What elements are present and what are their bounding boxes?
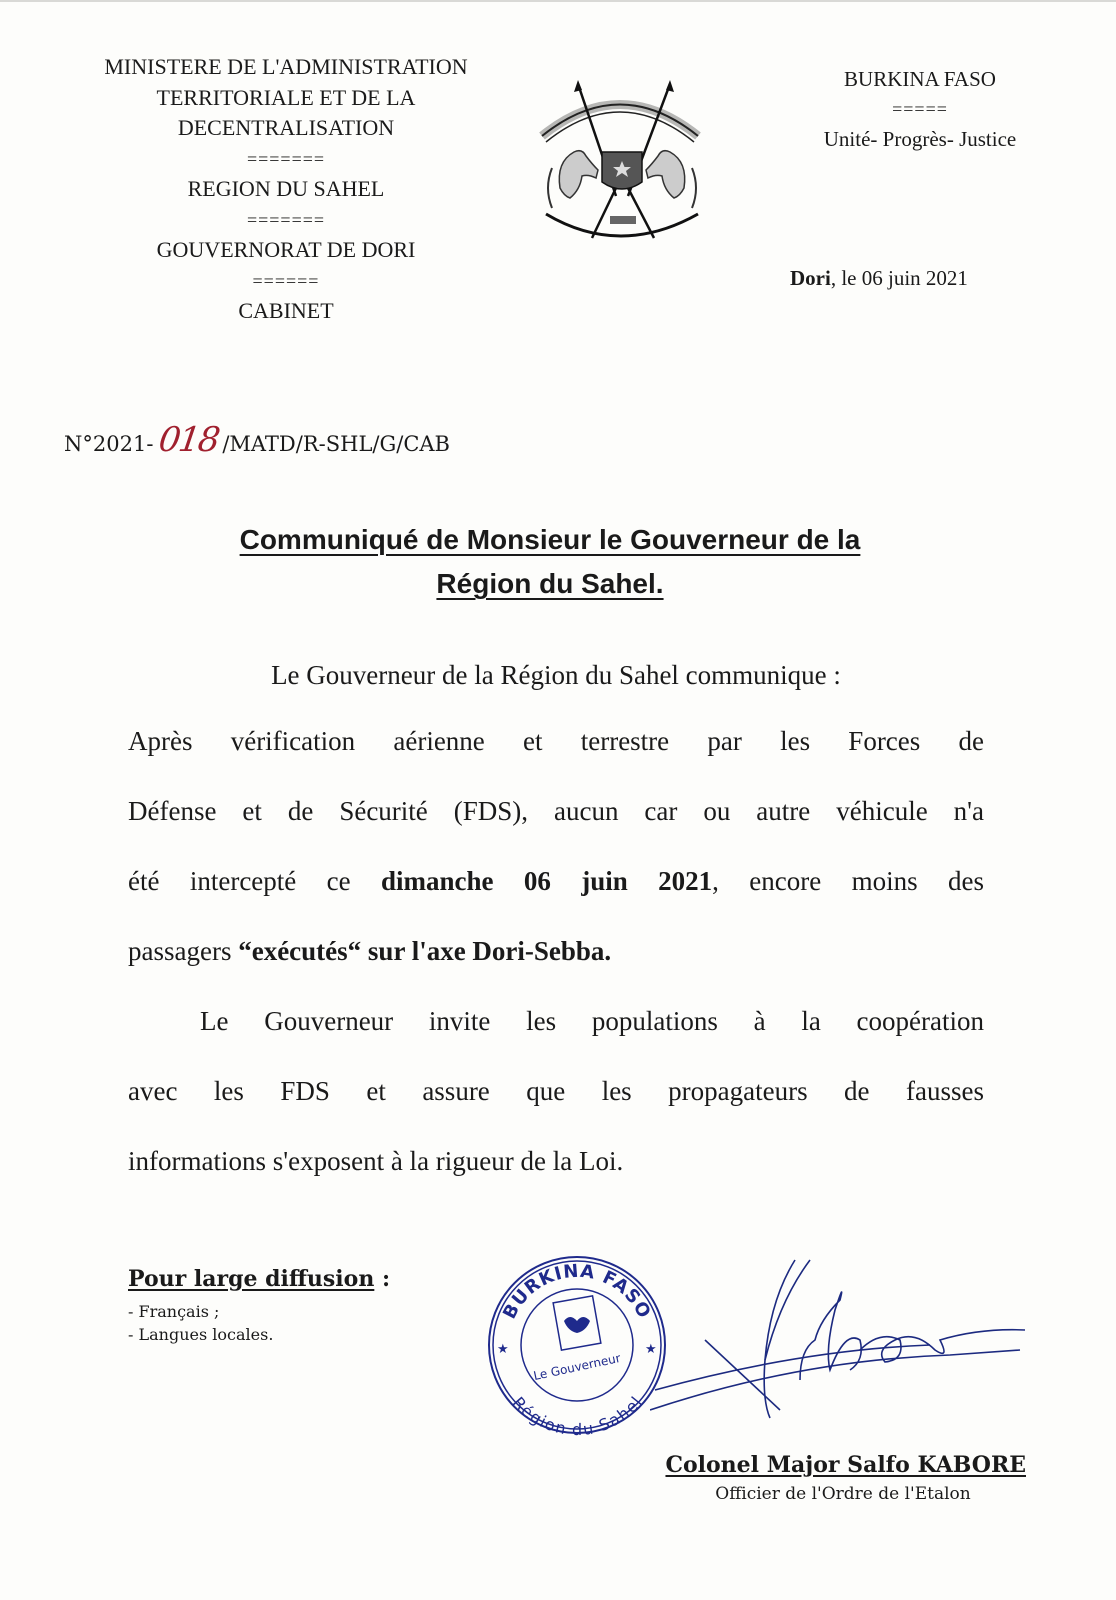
- paragraph-line: Après vérification aérienne et terrestre par les Forces de: [128, 726, 984, 756]
- ministry-line: MINISTERE DE L'ADMINISTRATION: [104, 54, 468, 79]
- separator: =======: [246, 148, 326, 169]
- stamp-bottom-text: Région du Sahel: [508, 1393, 646, 1438]
- text-run: passagers: [128, 936, 239, 966]
- date: , le 06 juin 2021: [830, 266, 968, 290]
- separator: ======: [252, 270, 320, 291]
- title-line-wrap: [110, 518, 990, 562]
- text-run: , encore moins des: [712, 866, 984, 896]
- ministry-line: TERRITORIALE ET DE LA: [156, 84, 416, 110]
- signer-name: Colonel Major Salfo KABORE: [665, 1452, 1026, 1478]
- emphasis-date: dimanche 06 juin 2021: [381, 866, 713, 896]
- svg-text:BURKINA FASO: [499, 1261, 655, 1323]
- star-icon: ★: [497, 1342, 509, 1357]
- intro-paragraph: Le Gouverneur de la Région du Sahel communique :: [271, 660, 841, 690]
- paragraph-line: informations s'exposent à la rigueur de la Loi.: [128, 1146, 624, 1176]
- star-icon: ★: [645, 1342, 657, 1357]
- paragraph-line: Le Gouverneur invite les populations à la coopération: [200, 1006, 984, 1036]
- ministry-line: DECENTRALISATION: [177, 115, 395, 140]
- invite-paragraph: [128, 986, 984, 1196]
- signer-title: Officier de l'Ordre de l'Etalon: [715, 1484, 971, 1504]
- reference-prefix: N°2021-: [64, 432, 154, 456]
- title-line-wrap: [110, 562, 990, 606]
- text-run: été intercepté ce: [128, 866, 381, 896]
- handwritten-signature: [650, 1240, 1030, 1430]
- diffusion-list: [128, 1266, 390, 1346]
- ministry-header: [48, 52, 524, 327]
- country-name: BURKINA FASO: [844, 67, 996, 91]
- handwritten-number: 018: [156, 420, 222, 460]
- diffusion-colon: :: [374, 1266, 391, 1292]
- document-title: [110, 518, 990, 606]
- title-line: Communiqué de Monsieur le Gouverneur de la: [239, 524, 861, 555]
- place: Dori: [790, 266, 831, 290]
- separator: =======: [246, 209, 326, 230]
- paragraph-line: [128, 846, 984, 916]
- diffusion-item: - Langues locales.: [128, 1325, 274, 1344]
- country-header: [770, 64, 1070, 154]
- reference-number: [64, 420, 450, 460]
- region-name: REGION DU SAHEL: [187, 176, 385, 201]
- paragraph-line: avec les FDS et assure que les propagateurs de fausses: [128, 1076, 984, 1106]
- national-motto: Unité- Progrès- Justice: [823, 127, 1017, 151]
- governorate-name: GOUVERNORAT DE DORI: [156, 237, 416, 262]
- place-and-date: [790, 266, 968, 291]
- separator: =====: [892, 99, 948, 119]
- stamp-center-text: Le Gouverneur: [532, 1350, 622, 1384]
- stamp-top-text: BURKINA FASO: [499, 1260, 655, 1323]
- diffusion-item: - Français ;: [128, 1302, 220, 1321]
- signer-block: [600, 1452, 1026, 1504]
- title-line: Région du Sahel.: [436, 568, 664, 599]
- paragraph-line: [128, 916, 984, 986]
- diffusion-heading: Pour large diffusion: [128, 1266, 375, 1292]
- main-paragraph: [128, 706, 984, 986]
- official-stamp: [485, 1253, 670, 1438]
- office-name: CABINET: [238, 298, 334, 323]
- emphasis-text: “exécutés“ sur l'axe Dori-Sebba.: [238, 936, 612, 966]
- paragraph-line: Défense et de Sécurité (FDS), aucun car ou autre véhicule n'a: [128, 796, 984, 826]
- coat-of-arms-icon: [530, 78, 710, 248]
- page-edge: [0, 0, 1116, 2]
- reference-suffix: /MATD/R-SHL/G/CAB: [222, 432, 450, 456]
- svg-text:Région du Sahel: [509, 1393, 646, 1438]
